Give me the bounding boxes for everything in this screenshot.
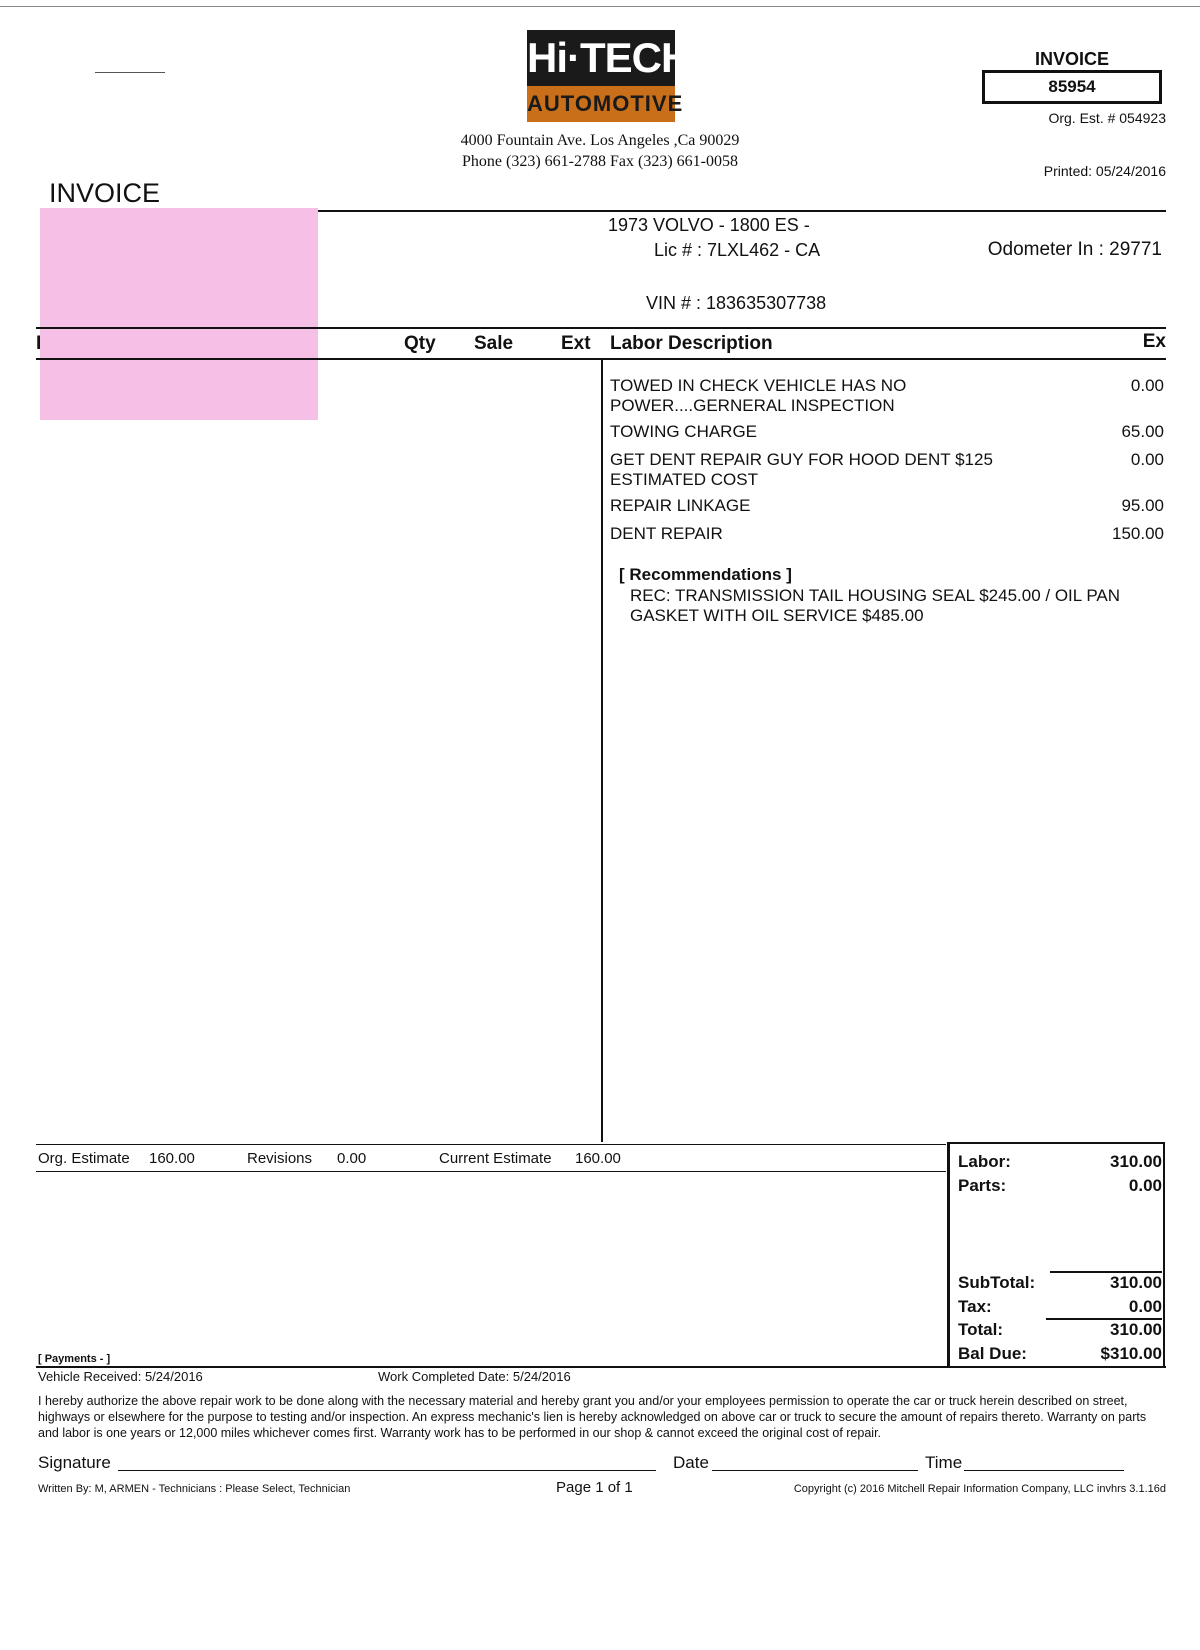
- labor-item-amount: 95.00: [1121, 496, 1164, 515]
- estimate-bottom-rule: [36, 1171, 946, 1172]
- scan-edge-line: [0, 6, 1200, 7]
- logo-hitech: Hi·TECH: [527, 30, 675, 86]
- labor-item-amount: 150.00: [1112, 524, 1164, 543]
- vehicle-license: Lic # : 7LXL462 - CA: [654, 240, 821, 260]
- labor-item-desc: TOWING CHARGE: [610, 422, 758, 441]
- payments-label: [ Payments - ]: [38, 1353, 111, 1365]
- tax-label: Tax:: [958, 1297, 992, 1316]
- time-label: Time: [925, 1453, 963, 1472]
- labor-item-desc: GET DENT REPAIR GUY FOR HOOD DENT $125 ESTIMATED COST: [610, 450, 993, 489]
- column-header-labor-ext: Ex: [1142, 331, 1166, 352]
- current-estimate-label: Current Estimate: [439, 1150, 552, 1167]
- labor-item-desc: TOWED IN CHECK VEHICLE HAS NO POWER....GERNERAL INSPECTION: [610, 376, 907, 415]
- page-number: Page 1 of 1: [556, 1479, 633, 1496]
- recommendations-text: REC: TRANSMISSION TAIL HOUSING SEAL $245.00 / OIL PAN GASKET WITH OIL SERVICE $485.00: [630, 586, 1121, 625]
- subtotal-value: 310.00: [1110, 1273, 1162, 1292]
- tax-value: 0.00: [1128, 1297, 1162, 1316]
- balance-due-label: Bal Due:: [958, 1344, 1027, 1363]
- page-title: INVOICE: [49, 178, 161, 208]
- labor-total-label: Labor:: [958, 1152, 1011, 1171]
- header-rule: [318, 210, 1166, 212]
- labor-item-amount: 65.00: [1121, 422, 1164, 441]
- labor-total-value: 310.00: [1110, 1152, 1162, 1171]
- vehicle-received-date: Vehicle Received: 5/24/2016: [38, 1369, 203, 1384]
- org-estimate-value: 160.00: [149, 1150, 195, 1167]
- org-estimate-label: Org. Estimate: [38, 1150, 130, 1167]
- date-label: Date: [673, 1453, 709, 1472]
- column-header-qty: Qty: [404, 333, 436, 354]
- vehicle-model: 1973 VOLVO - 1800 ES -: [608, 215, 810, 235]
- current-estimate-value: 160.00: [575, 1150, 621, 1167]
- column-header-labor-description: Labor Description: [610, 333, 773, 354]
- revisions-label: Revisions: [247, 1150, 313, 1167]
- column-header-ext: Ext: [561, 333, 591, 354]
- total-value: 310.00: [1110, 1320, 1162, 1339]
- column-header-sale: Sale: [474, 333, 514, 354]
- revisions-value: 0.00: [337, 1150, 367, 1167]
- payments-rule: [36, 1366, 1166, 1368]
- parts-total-value: 0.00: [1128, 1176, 1162, 1195]
- balance-due-value: $310.00: [1100, 1344, 1162, 1363]
- shop-phone: Phone (323) 661-2788 Fax (323) 661-0058: [462, 153, 738, 170]
- labor-item-amount: 0.00: [1130, 450, 1164, 469]
- printed-date: Printed: 05/24/2016: [1043, 163, 1166, 179]
- parts-total-label: Parts:: [958, 1176, 1007, 1195]
- total-label: Total:: [958, 1320, 1004, 1339]
- labor-item-desc: DENT REPAIR: [610, 524, 723, 543]
- shop-address: 4000 Fountain Ave. Los Angeles ,Ca 90029: [460, 132, 740, 149]
- signature-field[interactable]: [118, 1470, 656, 1471]
- odometer-in: Odometer In : 29771: [987, 239, 1162, 260]
- work-completed-date: Work Completed Date: 5/24/2016: [378, 1369, 571, 1384]
- vehicle-vin: VIN # : 183635307738: [646, 293, 827, 313]
- scan-mark: [95, 72, 165, 73]
- written-by: Written By: M, ARMEN - Technicians : Please Select, Technician: [38, 1483, 351, 1495]
- time-field[interactable]: [964, 1470, 1124, 1471]
- signature-label: Signature: [38, 1453, 111, 1472]
- labor-item-desc: REPAIR LINKAGE: [610, 496, 751, 515]
- invoice-number: 85954: [982, 70, 1162, 104]
- date-field[interactable]: [712, 1470, 918, 1471]
- parts-labor-divider: [601, 360, 603, 1142]
- copyright: Copyright (c) 2016 Mitchell Repair Information Company, LLC invhrs 3.1.16d: [793, 1483, 1166, 1495]
- column-header-first: I: [36, 333, 42, 354]
- estimate-top-rule: [36, 1144, 946, 1145]
- authorization-text: I hereby authorize the above repair work to be done along with the necessary material and hereby grant you and/or your employees permission to operate the car or truck herein described on street, highways or elsewhere for the purpose to testing and/or inspection. An express mechanic's lien is hereby acknowledged on above car or truck to secure the amount of repairs thereto. Warranty on parts and labor is one years or 12,000 miles whichever comes first. Warranty work has to be performed in our shop & cannot exceed the original cost of repair.: [38, 1394, 1147, 1440]
- customer-info-redacted: [40, 208, 318, 420]
- logo-automotive: AUTOMOTIVE: [527, 86, 675, 122]
- labor-item-amount: 0.00: [1130, 376, 1164, 395]
- subtotal-label: SubTotal:: [958, 1273, 1036, 1292]
- column-header-top-rule: [36, 327, 1166, 329]
- recommendations-title: [ Recommendations ]: [619, 565, 792, 584]
- org-estimate-number: Org. Est. # 054923: [1048, 110, 1166, 126]
- invoice-label: INVOICE: [1034, 49, 1109, 69]
